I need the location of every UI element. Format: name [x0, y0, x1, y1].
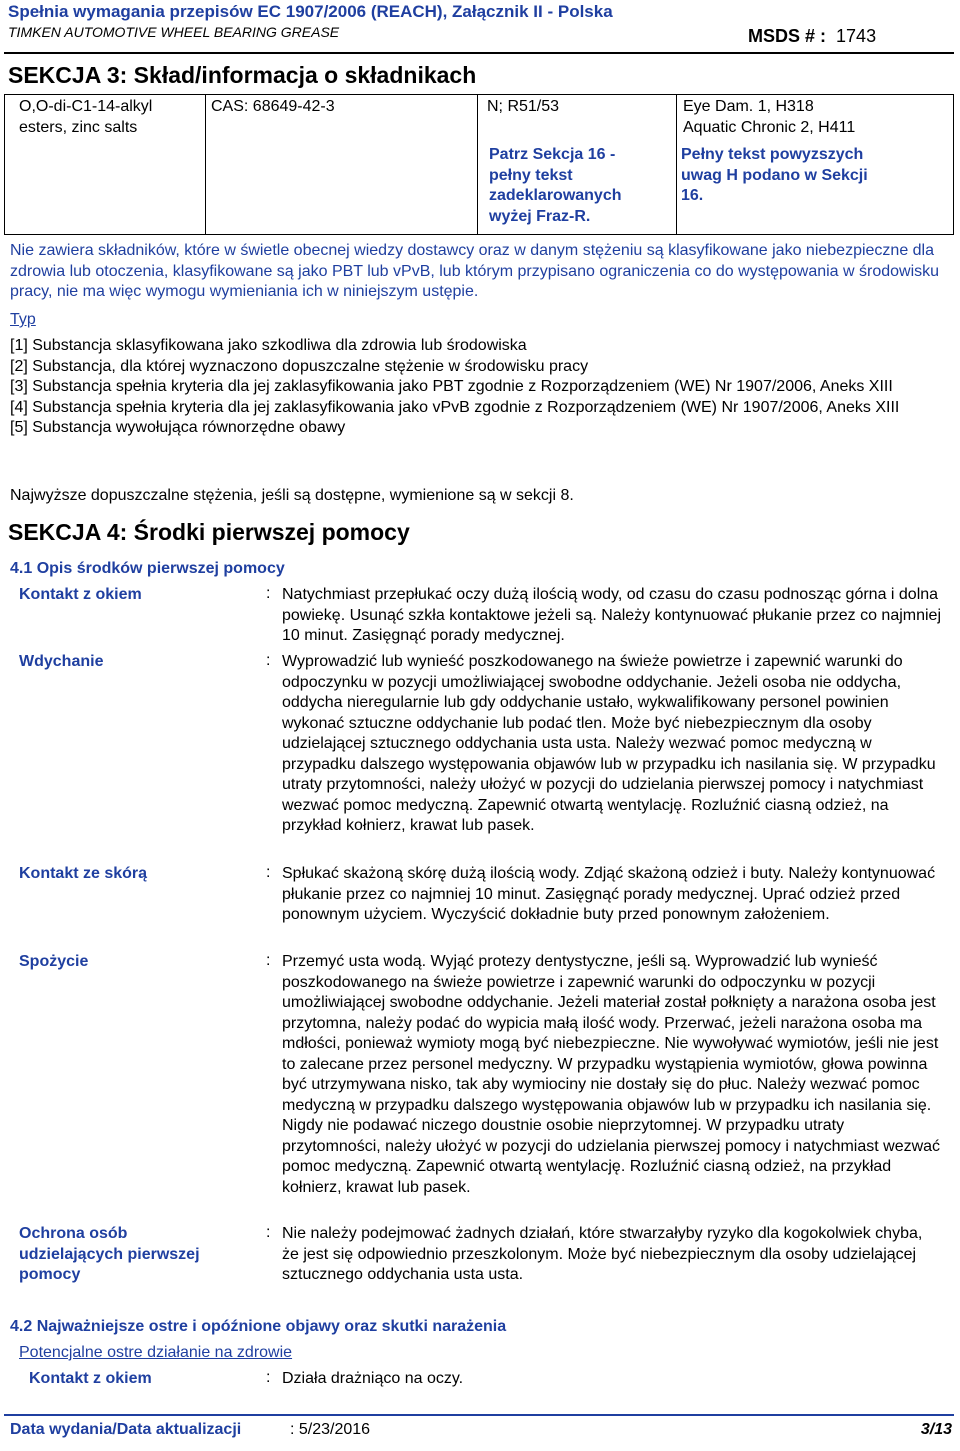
clp-line-2: Aquatic Chronic 2, H411 [683, 119, 856, 136]
label-first-aider-protection: Ochrona osób udzielających pierwszej pomocy [19, 1225, 200, 1283]
msds-number [748, 26, 876, 47]
type-item-4: [4] Substancja spełnia kryteria dla jej zaklasyfikowania jako vPvB zgodnie z Rozporządzeniem (WE) Nr 1907/2006, Aneks XIII [10, 398, 900, 416]
table-top-border [4, 94, 954, 95]
type-item-1: [1] Substancja sklasyfikowana jako szkodliwa dla zdrowia lub środowiska [10, 337, 527, 354]
text-skin-contact: Spłukać skażoną skórę dużą ilością wody. Zdjąć skażoną odzież i buty. Należy kontynuować płukanie przez co najmniej 10 minut. Zasięgnąć porady medycznej. Uprać odzież przed ponownym użyciem. Wyczyścić dokładnie buty przed ponownym założeniem. [282, 865, 936, 923]
component-name: O,O-di-C1-14-alkyl esters, zinc salts [19, 98, 153, 136]
table-border-1 [205, 94, 206, 235]
footer-divider [4, 1414, 954, 1416]
dsd-note: Patrz Sekcja 16 - pełny tekst zadeklarowanych wyżej Fraz-R. [489, 146, 622, 225]
colon: : [266, 864, 271, 881]
table-border-3 [676, 94, 677, 235]
label-eye-contact: Kontakt z okiem [19, 586, 142, 603]
msds-label: MSDS # : [748, 26, 827, 46]
page-number: 3/13 [920, 1421, 952, 1438]
section3-paragraph: Nie zawiera składników, które w świetle obecnej wiedzy dostawcy oraz w danym stężeniu są klasyfikowane jako niebezpieczne dla zdrowia lub otoczenia, klasyfikowane są jako PBT lub vPvB, lub którym przypisano ograniczenia co do występowania w środowisku pracy, nie ma więc wymogu wymieniania ich w niniejszym ustępie. [10, 242, 940, 300]
footer-date-value: : 5/23/2016 [290, 1421, 371, 1438]
subsection-4-2: 4.2 Najważniejsze ostre i opóźnione objawy oraz skutki narażenia [10, 1318, 507, 1335]
label-eye-contact-effects: Kontakt z okiem [29, 1370, 152, 1387]
limits-note: Najwyższe dopuszczalne stężenia, jeśli są dostępne, wymienione są w sekcji 8. [10, 487, 574, 504]
text-inhalation: Wyprowadzić lub wynieść poszkodowanego na świeże powietrze i zapewnić warunki do odpoczynku w pozycji umożliwiającej swobodne oddychanie. Jeżeli osoba nie oddycha, oddycha nieregularnie lub gdy oddychanie ustało, wykwalifikowany personel powinien wykonać sztuczne oddychanie lub podać tlen. Może być niebezpiecznym dla osoby udzielającej sztucznego oddychania usta usta. Należy wezwać pomoc medyczną w przypadku dalszego występowania objawów lub w przypadku ich nasilania się. W przypadku utraty przytomności, należy ułożyć w pozycji do udzielania pierwszej pomocy i natychmiast wezwać pomoc medyczną. Zapewnić otwartą wentylację. Rozluźnić ciasną odzież, na przykład kołnierz, krawat lub pasek. [282, 653, 936, 834]
type-item-3: [3] Substancja spełnia kryteria dla jej zaklasyfikowania jako PBT zgodnie z Rozporządzeniem (WE) Nr 1907/2006, Aneks XIII [10, 378, 893, 395]
label-inhalation: Wdychanie [19, 653, 104, 670]
text-eye-contact: Natychmiast przepłukać oczy dużą ilością wody, od czasu do czasu podnosząc górna i dolna powiekę. Usunąć szkła kontaktowe jeżeli są. Należy kontynuować płukanie przez co najmniej 10 minut. Zasięgnąć porady medycznej. [282, 586, 941, 644]
header-divider [4, 52, 954, 54]
clp-line-1: Eye Dam. 1, H318 [683, 98, 814, 115]
colon: : [266, 1224, 271, 1241]
section4-title: SEKCJA 4: Środki pierwszej pomocy [8, 519, 410, 545]
label-skin-contact: Kontakt ze skórą [19, 865, 148, 882]
table-bottom-border [4, 234, 954, 235]
subsection-4-1: 4.1 Opis środków pierwszej pomocy [10, 560, 285, 577]
msds-value: 1743 [836, 26, 877, 46]
component-dsd: N; R51/53 [487, 98, 560, 115]
colon: : [266, 585, 271, 602]
type-item-2: [2] Substancja, dla której wyznaczono dopuszczalne stężenie w środowisku pracy [10, 357, 589, 375]
type-list [10, 336, 945, 439]
colon: : [266, 1369, 271, 1386]
colon: : [266, 952, 271, 969]
text-eye-contact-effects: Działa drażniąco na oczy. [282, 1370, 464, 1387]
product-name: TIMKEN AUTOMOTIVE WHEEL BEARING GREASE [8, 24, 340, 40]
text-ingestion: Przemyć usta wodą. Wyjąć protezy dentystyczne, jeśli są. Wyprowadzić lub wynieść poszkodowanego na świeże powietrze i zapewnić warunki do odpoczynku w pozycji umożliwiającej swobodne oddychanie. Jeżeli materiał został połknięty a narażona osoba jest przytomna, należy podać do wypicia małą ilość wody. Przerwać, jeżeli narażona osoba ma mdłości, ponieważ wymioty mogą być niebezpieczne. Nie wywoływać wymiotów, jeśli nie jest to zalecane przez personel medyczny. W przypadku wystąpienia wymiotów, głowa powinna być utrzymywana nisko, tak aby wymiociny nie dostały się do płuc. Należy wezwać pomoc medyczną w przypadku dalszego występowania objawów lub w przypadku ich nasilania się. Nigdy nie podawać niczego doustnie osobie nieprzytomnej. W przypadku utraty przytomności, należy ułożyć w pozycji do udzielania pierwszej pomocy i natychmiast wezwać pomoc medyczną. Zapewnić otwartą wentylację. Rozluźnić ciasną odzież, na przykład kołnierz, krawat lub pasek. [282, 953, 941, 1196]
section3-title: SEKCJA 3: Skład/informacja o składnikach [8, 62, 477, 88]
component-cas: CAS: 68649-42-3 [211, 98, 335, 115]
colon: : [266, 652, 271, 669]
table-border-left [4, 94, 5, 235]
document-title: Spełnia wymagania przepisów EC 1907/2006 (REACH), Załącznik II - Polska [8, 2, 613, 21]
potential-effects-heading: Potencjalne ostre działanie na zdrowie [19, 1344, 293, 1361]
clp-note: Pełny tekst powyzszych uwag H podano w Sekcji 16. [681, 146, 868, 204]
type-label: Typ [10, 311, 36, 328]
label-ingestion: Spożycie [19, 953, 89, 970]
footer-date-label: Data wydania/Data aktualizacji [10, 1421, 242, 1438]
text-first-aider-protection: Nie należy podejmować żadnych działań, które stwarzałyby ryzyko dla kogokolwiek chyba, że jest się odpowiednio przeszkolonym. Może być niebezpiecznym dla osoby udzielającej sztucznego oddychania usta usta. [282, 1225, 923, 1283]
type-item-5: [5] Substancja wywołująca równorzędne obawy [10, 419, 346, 436]
table-border-right [953, 94, 954, 235]
table-border-2 [477, 94, 478, 235]
